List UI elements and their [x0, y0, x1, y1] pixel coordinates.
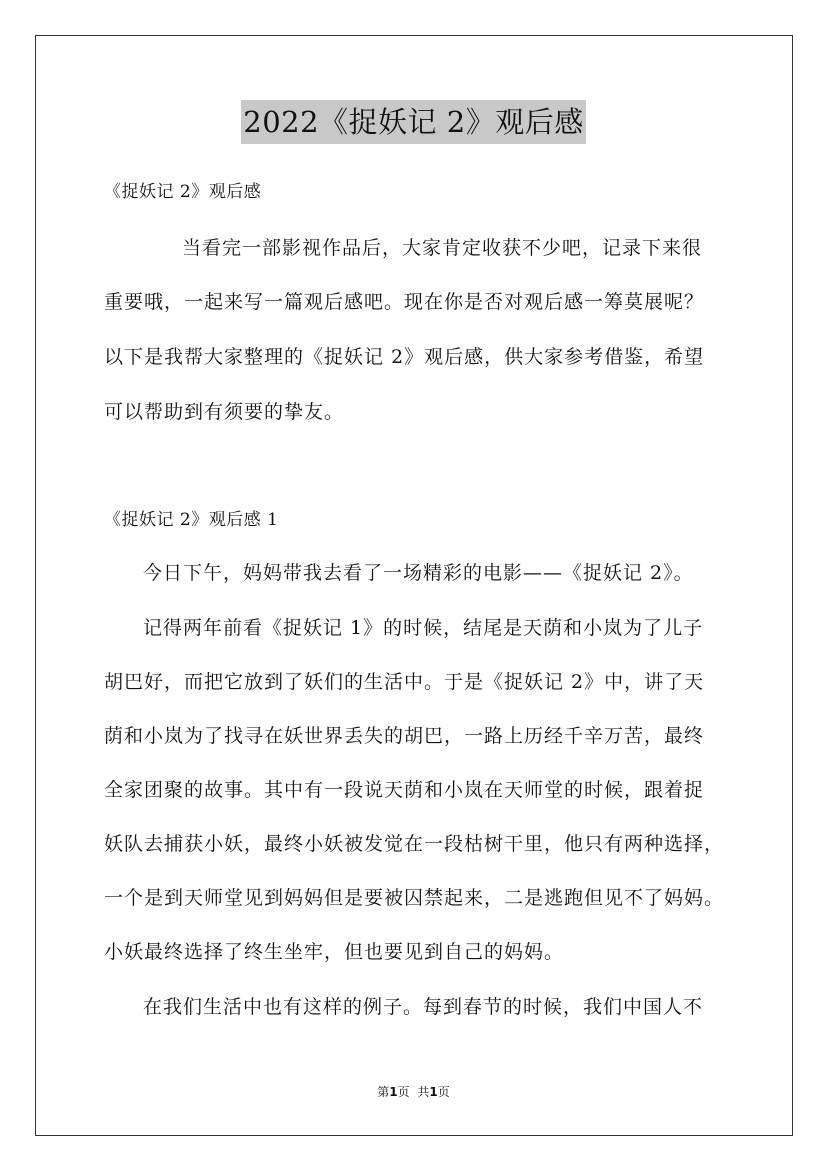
- body-line-6: 妖队去捕获小妖，最终小妖被发觉在一段枯树干里，他只有两种选择，: [104, 833, 725, 855]
- body-line-5: 全家团聚的故事。其中有一段说天荫和小岚在天师堂的时候，跟着捉: [104, 779, 705, 801]
- body-line-1: 今日下午，妈妈带我去看了一场精彩的电影——《捉妖记 2》。: [143, 562, 694, 584]
- body-line-8: 小妖最终选择了终生坐牢，但也要见到自己的妈妈。: [104, 941, 565, 963]
- footer-total-suffix: 页: [437, 1085, 450, 1099]
- footer-page-prefix: 第: [377, 1085, 390, 1099]
- document-subtitle: 《捉妖记 2》观后感: [104, 182, 262, 202]
- title-container: [0, 100, 827, 144]
- page-footer: [0, 1083, 827, 1101]
- footer-total-prefix: 共: [417, 1085, 430, 1099]
- footer-total-number: 1: [429, 1085, 438, 1099]
- footer-page-suffix: 页: [397, 1085, 410, 1099]
- section-heading: 《捉妖记 2》观后感 1: [104, 510, 279, 530]
- body-line-9: 在我们生活中也有这样的例子。每到春节的时候，我们中国人不: [143, 996, 704, 1018]
- document-title: 2022《捉妖记 2》观后感: [241, 100, 585, 144]
- intro-line-3: 以下是我帮大家整理的《捉妖记 2》观后感，供大家参考借鉴，希望: [104, 346, 705, 368]
- body-line-3: 胡巴好，而把它放到了妖们的生活中。于是《捉妖记 2》中，讲了天: [104, 671, 705, 693]
- body-line-7: 一个是到天师堂见到妈妈但是要被囚禁起来，二是逃跑但见不了妈妈。: [104, 887, 725, 909]
- intro-line-1: 当看完一部影视作品后，大家肯定收获不少吧，记录下来很: [182, 237, 703, 259]
- footer-page-number: 1: [389, 1085, 398, 1099]
- intro-line-2: 重要哦，一起来写一篇观后感吧。现在你是否对观后感一筹莫展呢？: [104, 291, 705, 313]
- body-line-4: 荫和小岚为了找寻在妖世界丢失的胡巴，一路上历经千辛万苦，最终: [104, 725, 705, 747]
- intro-line-4: 可以帮助到有须要的挚友。: [104, 401, 345, 423]
- body-line-2: 记得两年前看《捉妖记 1》的时候，结尾是天荫和小岚为了儿子: [143, 617, 704, 639]
